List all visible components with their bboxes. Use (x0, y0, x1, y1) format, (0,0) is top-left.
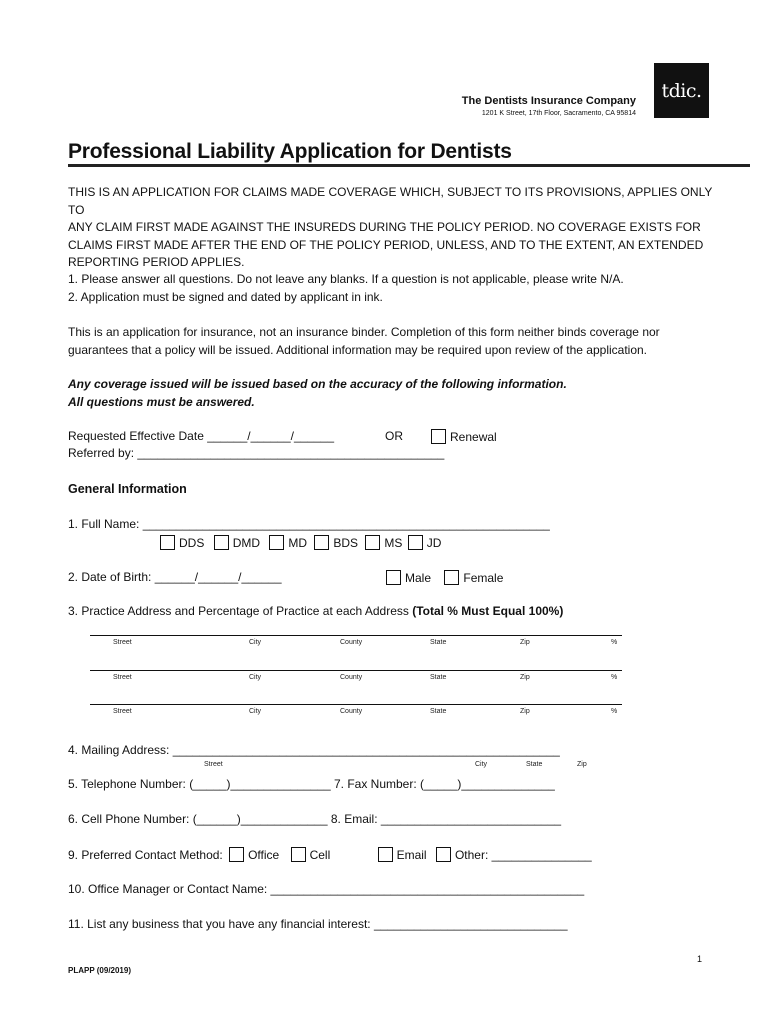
or-label: OR (385, 429, 403, 443)
col-state: State (430, 708, 447, 715)
email-checkbox[interactable] (378, 847, 393, 862)
practice-address-note: (Total % Must Equal 100%) (412, 604, 564, 618)
male-checkbox[interactable] (386, 570, 401, 585)
notice-line: guarantees that a policy will be issued. Additional information may be required upon review of the application. (68, 342, 648, 357)
section-heading-general: General Information (68, 482, 187, 496)
notice-paragraph (68, 324, 728, 359)
col-percent: % (611, 674, 618, 681)
renewal-option[interactable] (431, 429, 497, 444)
degree-label: JD (426, 536, 442, 550)
degree-checkbox[interactable] (408, 535, 423, 550)
col-county: County (340, 674, 363, 681)
col-state: State (430, 639, 447, 646)
practice-address-line-1[interactable] (90, 635, 622, 636)
emphasis-paragraph (68, 376, 728, 411)
degree-option-dmd[interactable] (214, 536, 260, 550)
title-rule (68, 164, 750, 167)
sex-label: Male (405, 571, 432, 585)
degree-option-dds[interactable] (160, 536, 204, 550)
contact-option-label: Cell (309, 848, 331, 862)
instructions-list (68, 271, 728, 306)
col-county: County (340, 708, 363, 715)
contact-option-cell[interactable] (291, 848, 331, 862)
intro-line: CLAIMS FIRST MADE AFTER THE END OF THE POLICY PERIOD, UNLESS, AND TO THE EXTENT, AN EXTENDED (68, 237, 704, 252)
col-street: Street (113, 674, 132, 681)
logo-text: tdic. (661, 79, 702, 102)
renewal-checkbox[interactable] (431, 429, 446, 444)
contact-option-other[interactable] (436, 848, 592, 862)
emphasis-line: Any coverage issued will be issued based on the accuracy of the following information. (68, 377, 567, 391)
notice-line: This is an application for insurance, not an insurance binder. Completion of this form neither binds coverage nor (68, 325, 660, 339)
requested-effective-date-field[interactable]: Requested Effective Date ______/______/______ (68, 429, 334, 443)
practice-address-line-2[interactable] (90, 670, 622, 671)
col-percent: % (611, 639, 618, 646)
company-address: 1201 K Street, 17th Floor, Sacramento, CA 95814 (481, 110, 636, 117)
tdic-logo (654, 63, 709, 118)
degree-checkbox[interactable] (269, 535, 284, 550)
mailing-col-state: State (526, 761, 543, 768)
contact-option-label: Other: _______________ (454, 848, 592, 862)
office-manager-field[interactable]: 10. Office Manager or Contact Name: _______________________________________________ (68, 882, 585, 896)
col-county: County (340, 639, 363, 646)
col-zip: Zip (520, 639, 530, 646)
col-city: City (249, 674, 262, 681)
degree-label: DDS (179, 536, 205, 550)
col-zip: Zip (520, 708, 530, 715)
mailing-col-street: Street (204, 761, 223, 768)
degree-option-md[interactable] (269, 536, 307, 550)
intro-line: REPORTING PERIOD APPLIES. (68, 255, 245, 269)
cell-checkbox[interactable] (291, 847, 306, 862)
emphasis-line: All questions must be answered. (68, 394, 255, 409)
col-percent: % (611, 708, 618, 715)
contact-option-office[interactable] (226, 848, 279, 862)
degree-label: DMD (232, 536, 261, 550)
mailing-address-field[interactable]: 4. Mailing Address: __________________________________________________________ (68, 743, 560, 757)
degree-option-ms[interactable] (365, 536, 402, 550)
instruction-item: 1. Please answer all questions. Do not leave any blanks. If a question is not applicable, please write N/A. (68, 272, 624, 286)
degree-option-jd[interactable] (408, 536, 442, 550)
financial-interest-field[interactable]: 11. List any business that you have any financial interest: _____________________________ (68, 917, 568, 931)
preferred-contact-method (68, 847, 592, 862)
referred-by-field[interactable]: Referred by: ______________________________________________ (68, 446, 445, 460)
female-checkbox[interactable] (444, 570, 459, 585)
degree-options (160, 535, 441, 550)
mailing-col-zip: Zip (577, 761, 587, 768)
degree-checkbox[interactable] (160, 535, 175, 550)
company-name: The Dentists Insurance Company (461, 95, 636, 107)
degree-checkbox[interactable] (314, 535, 329, 550)
degree-checkbox[interactable] (365, 535, 380, 550)
intro-paragraph (68, 184, 728, 272)
practice-address-label: 3. Practice Address and Percentage of Practice at each Address (68, 604, 413, 618)
date-of-birth-field[interactable]: 2. Date of Birth: ______/______/______ (68, 570, 282, 584)
degree-label: MD (288, 536, 308, 550)
form-code: PLAPP (09/2019) (68, 966, 131, 975)
telephone-fax-fields[interactable]: 5. Telephone Number: (_____)_______________ 7. Fax Number: (_____)______________ (68, 777, 555, 791)
degree-checkbox[interactable] (214, 535, 229, 550)
col-street: Street (113, 708, 132, 715)
sex-label: Female (463, 571, 504, 585)
col-street: Street (113, 639, 132, 646)
col-state: State (430, 674, 447, 681)
page-title: Professional Liability Application for Dentists (68, 140, 512, 163)
degree-label: BDS (333, 536, 359, 550)
contact-option-label: Office (248, 848, 280, 862)
other-checkbox[interactable] (436, 847, 451, 862)
contact-method-label: 9. Preferred Contact Method: (68, 848, 223, 862)
practice-address-question (68, 604, 563, 618)
sex-option-female[interactable] (444, 571, 503, 585)
intro-line: ANY CLAIM FIRST MADE AGAINST THE INSUREDS DURING THE POLICY PERIOD. NO COVERAGE EXISTS FOR (68, 220, 701, 234)
practice-address-line-3[interactable] (90, 704, 622, 705)
col-city: City (249, 639, 262, 646)
mailing-col-city: City (475, 761, 488, 768)
renewal-label: Renewal (450, 430, 497, 444)
degree-label: MS (384, 536, 403, 550)
full-name-field[interactable]: 1. Full Name: _____________________________________________________________ (68, 517, 550, 531)
contact-option-email[interactable] (378, 848, 427, 862)
degree-option-bds[interactable] (314, 536, 358, 550)
sex-options (386, 570, 503, 585)
col-zip: Zip (520, 674, 530, 681)
office-checkbox[interactable] (229, 847, 244, 862)
page-number: 1 (697, 954, 703, 964)
intro-line: THIS IS AN APPLICATION FOR CLAIMS MADE COVERAGE WHICH, SUBJECT TO ITS PROVISIONS, APPLIES ONLY TO (68, 185, 713, 217)
instruction-item: 2. Application must be signed and dated by applicant in ink. (68, 289, 383, 304)
sex-option-male[interactable] (386, 571, 431, 585)
col-city: City (249, 708, 262, 715)
contact-option-label: Email (396, 848, 427, 862)
cell-email-fields[interactable]: 6. Cell Phone Number: (______)_____________ 8. Email: ___________________________ (68, 812, 562, 826)
